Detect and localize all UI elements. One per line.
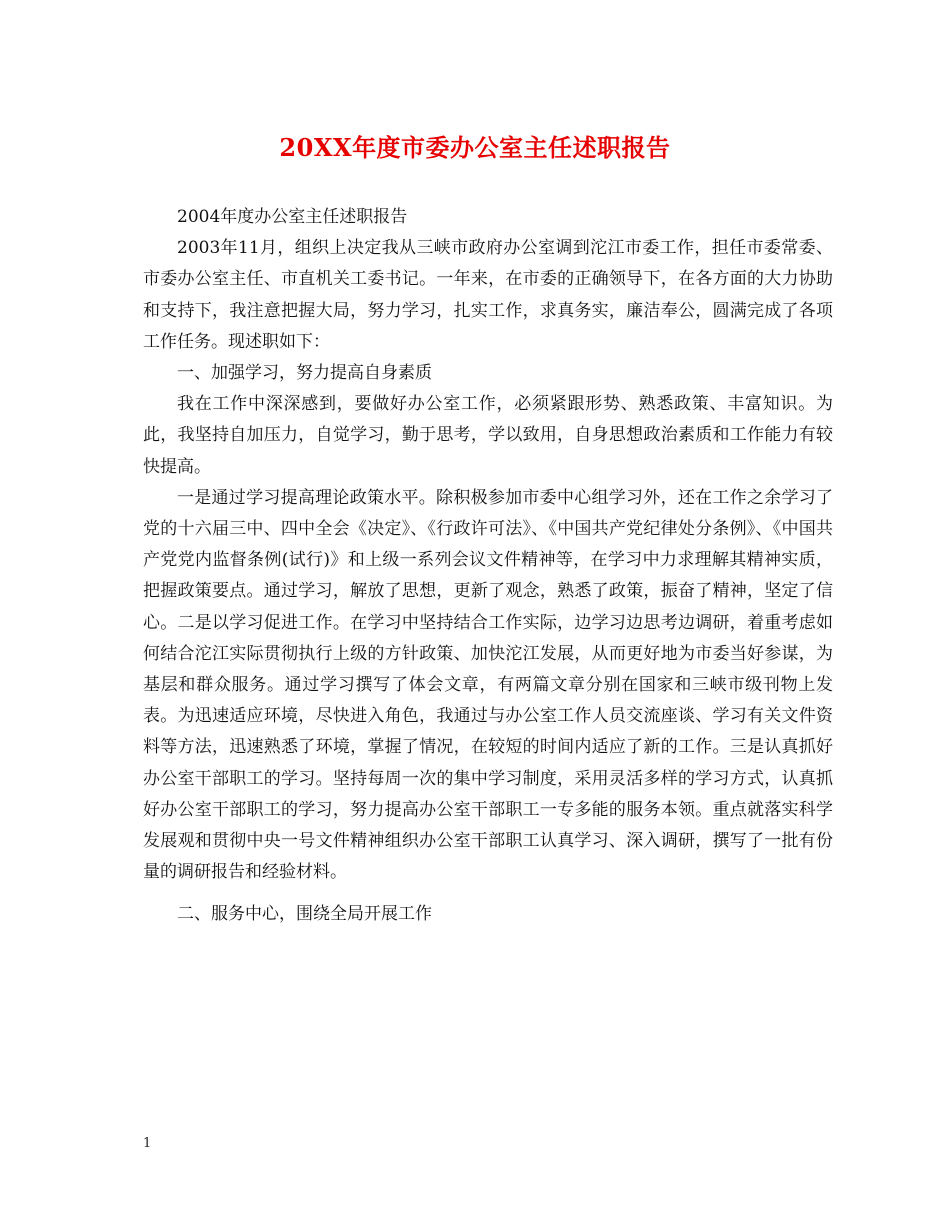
section-heading-2: 二、服务中心，围绕全局开展工作 [177,904,432,925]
page-number: 1 [143,1136,152,1151]
document-title: 20XX年度市委办公室主任述职报告 [279,133,671,162]
paragraph-section-1-detail: 一是通过学习提高理论政策水平。除积极参加市委中心组学习外，还在工作之余学习了党的十六届三中、四中全会《决定》、《行政许可法》、《中国共产党纪律处分条例》、《中国共产党党内监督条例(试行)》和上级一系列会议文件精神等，在学习中力求理解其精神实质，把握政策要点。通过学习，解放了思想，更新了观念，熟悉了政策，振奋了精神，坚定了信心。二是以学习促进工作。在学习中坚持结合工作实际，边学习边思考边调研，着重考虑如何结合沱江实际贯彻执行上级的方针政策、加快沱江发展，从而更好地为市委当好参谋，为基层和群众服务。通过学习撰写了体会文章，有两篇文章分别在国家和三峡市级刊物上发表。为迅速适应环境，尽快进入角色，我通过与办公室工作人员交流座谈、学习有关文件资料等方法，迅速熟悉了环境，掌握了情况，在较短的时间内适应了新的工作。三是认真抓好办公室干部职工的学习。坚持每周一次的集中学习制度，采用灵活多样的学习方式，认真抓好办公室干部职工的学习，努力提高办公室干部职工一专多能的服务本领。重点就落实科学发展观和贯彻中央一号文件精神组织办公室干部职工认真学习、深入调研，撰写了一批有份量的调研报告和经验材料。 [143,487,833,883]
paragraph-section-1-intro: 我在工作中深深感到，要做好办公室工作，必须紧跟形势、熟悉政策、丰富知识。为此，我坚持自加压力，自觉学习，勤于思考，学以致用，自身思想政治素质和工作能力有较快提高。 [143,394,833,477]
paragraph-intro: 2003年11月，组织上决定我从三峡市政府办公室调到沱江市委工作，担任市委常委、市委办公室主任、市直机关工委书记。一年来，在市委的正确领导下，在各方面的大力协助和支持下，我注意把握大局，努力学习，扎实工作，求真务实，廉洁奉公，圆满完成了各项工作任务。现述职如下： [143,238,833,352]
document-body [143,202,833,931]
paragraph-subtitle: 2004年度办公室主任述职报告 [177,207,408,227]
section-heading-1: 一、加强学习，努力提高自身素质 [177,363,432,384]
